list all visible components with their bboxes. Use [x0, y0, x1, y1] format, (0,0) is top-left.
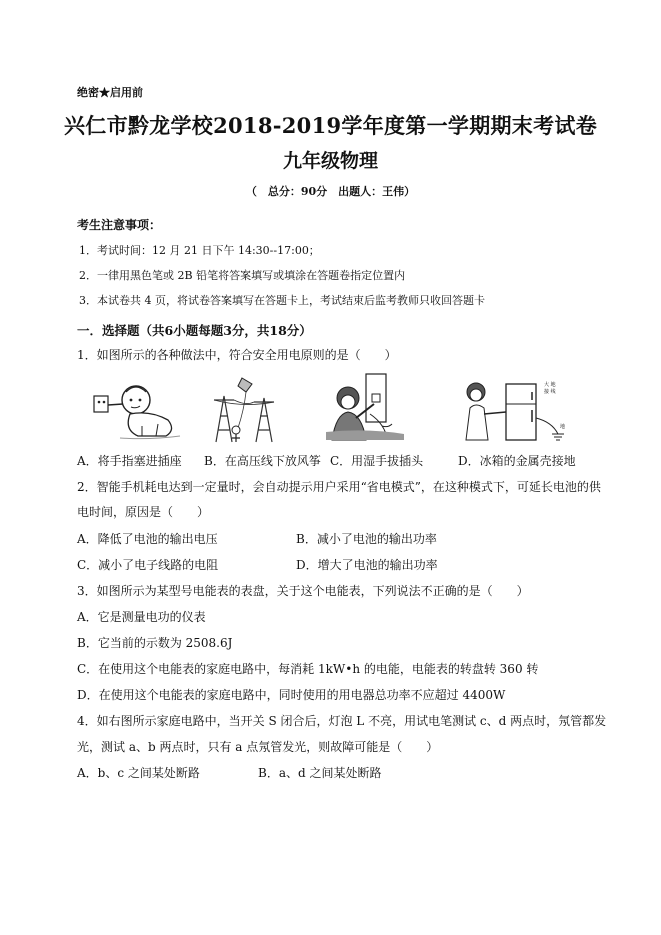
notice-rule-2: 2．一律用黑色笔或 2B 铅笔将答案填写或填涂在答题卷指定位置内	[79, 269, 406, 282]
wet-hands-plug-illustration	[326, 372, 406, 442]
q3-stem: 3．如图所示为某型号电能表的表盘，关于这个电能表，下列说法不正确的是（ ）	[77, 584, 529, 598]
fridge-sign-2: 接 线	[544, 389, 556, 395]
secret-label: 绝密★启用前	[77, 86, 143, 99]
q3-option-b: B．它当前的示数为 2508.6J	[77, 636, 233, 650]
exam-title: 兴仁市黔龙学校2018-2019学年度第一学期期末考试卷	[63, 113, 597, 138]
q1-option-a: A．将手指塞进插座	[77, 454, 182, 468]
notice-heading: 考生注意事项：	[77, 218, 162, 232]
q1-option-b: B．在高压线下放风筝	[204, 454, 321, 468]
section-heading: 一．选择题（共6小题每题3分，共18分）	[77, 323, 312, 338]
fridge-sign-3: 地	[560, 424, 566, 430]
notice-rule-3: 3．本试卷共 4 页，将试卷答案填写在答题卡上，考试结束后监考教师只收回答题卡	[79, 294, 485, 307]
q4-option-a: A．b、c 之间某处断路	[77, 766, 200, 780]
q2-option-c: C．减小了电子线路的电阻	[77, 558, 219, 572]
q2-option-a: A．降低了电池的输出电压	[77, 532, 218, 546]
baby-socket-illustration	[90, 378, 182, 443]
q2-stem-line1: 2．智能手机耗电达到一定量时，会自动提示用户采用“省电模式”，在这种模式下，可延长电池的供	[77, 480, 601, 494]
q1-option-d: D．冰箱的金属壳接地	[458, 454, 576, 468]
q2-stem-line2: 电时间，原因是（ ）	[77, 505, 210, 519]
q3-option-c: C．在使用这个电能表的家庭电路中，每消耗 1kW•h 的电能，电能表的转盘转 360 转	[77, 662, 539, 676]
q1-stem: 1．如图所示的各种做法中，符合安全用电原则的是（ ）	[77, 348, 397, 362]
q1-option-c: C．用湿手拔插头	[330, 454, 424, 468]
notice-rule-1: 1．考试时间：12 月 21 日下午 14:30--17:00；	[79, 244, 320, 257]
q3-option-a: A．它是测量电功的仪表	[77, 610, 206, 624]
exam-meta: （ 总分：90分 出题人：王伟）	[245, 185, 416, 198]
fridge-ground-illustration	[462, 378, 572, 444]
q2-option-d: D．增大了电池的输出功率	[296, 558, 438, 572]
fridge-sign-1: 大 地	[544, 382, 556, 388]
q4-option-b: B．a、d 之间某处断路	[258, 766, 382, 780]
q3-option-d: D．在使用这个电能表的家庭电路中，同时使用的用电器总功率不应超过 4400W	[77, 688, 506, 702]
q4-stem-line2: 光，测试 a、b 两点时，只有 a 点氖管发光，则故障可能是（ ）	[77, 740, 439, 754]
kite-powerline-illustration	[206, 376, 282, 444]
q2-option-b: B．减小了电池的输出功率	[296, 532, 437, 546]
q4-stem-line1: 4．如右图所示家庭电路中，当开关 S 闭合后，灯泡 L 不亮，用试电笔测试 c、d 两点时，氖管都发	[77, 714, 607, 728]
exam-subtitle: 九年级物理	[282, 150, 378, 172]
